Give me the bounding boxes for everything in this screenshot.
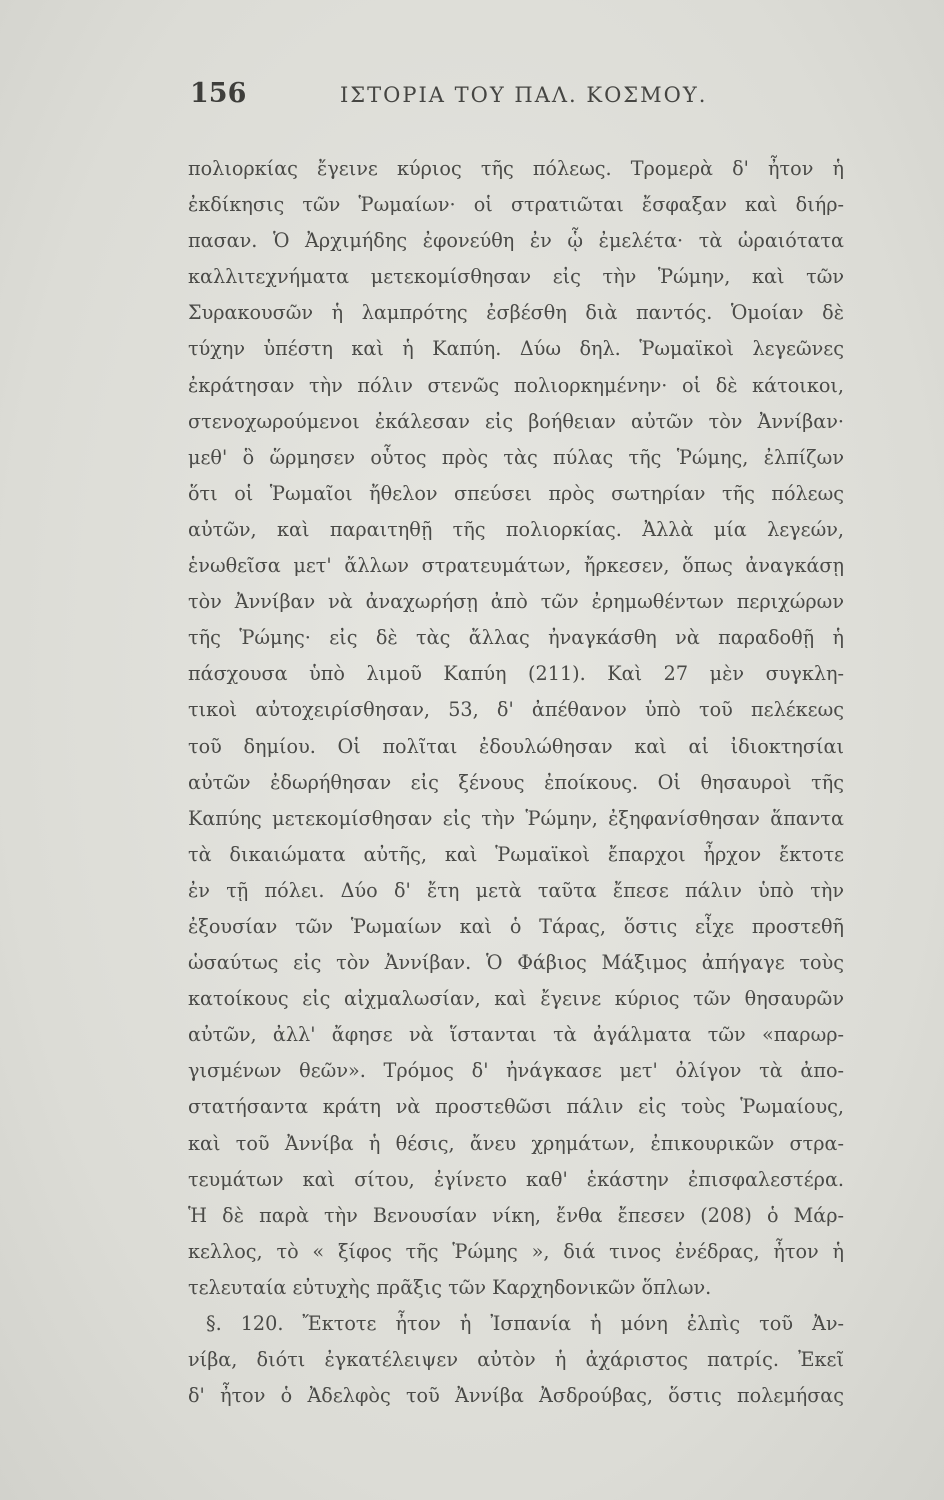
page-header <box>190 78 846 118</box>
text-line: τοῦ δημίου. Οἱ πολῖται ἐδουλώθησαν καὶ αἱ ἰδιοκτησίαι <box>188 734 844 758</box>
text-line: τελευταία εὐτυχὴς πρᾶξις τῶν Καρχηδονικῶν ὅπλων. <box>188 1275 712 1299</box>
text-line: πασαν. Ὁ Ἀρχιμήδης ἐφονεύθη ἐν ᾧ ἐμελέτα· τὰ ὡραιότατα <box>188 229 844 253</box>
text-line: κελλος, τὸ « ξίφος τῆς Ῥώμης », διά τινος ἐνέδρας, ἦτον ἡ <box>188 1239 844 1263</box>
text-line: γισμένων θεῶν». Τρόμος δ' ἠνάγκασε μετ' ὀλίγον τὰ ἀπο- <box>188 1059 844 1083</box>
text-line: στενοχωρούμενοι ἐκάλεσαν εἰς βοήθειαν αὐτῶν τὸν Ἀννίβαν· <box>188 409 844 433</box>
text-line: δ' ἦτον ὁ Ἀδελφὸς τοῦ Ἀννίβα Ἀσδρούβας, ὅστις πολεμήσας <box>188 1384 844 1408</box>
text-line: τύχην ὑπέστη καὶ ἡ Καπύη. Δύω δηλ. Ῥωμαϊκοὶ λεγεῶνες <box>188 337 844 361</box>
text-line: τικοὶ αὐτοχειρίσθησαν, 53, δ' ἀπέθανον ὑπὸ τοῦ πελέκεως <box>188 698 844 722</box>
text-line: κατοίκους εἰς αἰχμαλωσίαν, καὶ ἔγεινε κύριος τῶν θησαυρῶν <box>188 987 844 1011</box>
text-line: ὅτι οἱ Ῥωμαῖοι ἤθελον σπεύσει πρὸς σωτηρίαν τῆς πόλεως <box>188 481 844 505</box>
text-line: Ἡ δὲ παρὰ τὴν Βενουσίαν νίκη, ἔνθα ἔπεσεν (208) ὁ Μάρ- <box>188 1203 844 1227</box>
body-text <box>188 151 844 1414</box>
text-line: ἐκδίκησις τῶν Ῥωμαίων· οἱ στρατιῶται ἔσφαξαν καὶ διήρ- <box>188 193 844 217</box>
text-line: ἐξουσίαν τῶν Ῥωμαίων καὶ ὁ Τάρας, ὅστις εἶχε προστεθῆ <box>188 914 844 938</box>
text-line: στατήσαντα κράτη νὰ προστεθῶσι πάλιν εἰς τοὺς Ῥωμαίους, <box>188 1095 844 1119</box>
text-line: τὰ δικαιώματα αὐτῆς, καὶ Ῥωμαϊκοὶ ἔπαρχοι ἦρχον ἔκτοτε <box>188 842 844 866</box>
text-line: τευμάτων καὶ σίτου, ἐγίνετο καθ' ἑκάστην ἐπισφαλεστέρα. <box>188 1167 844 1191</box>
text-line: Συρακουσῶν ἡ λαμπρότης ἐσβέσθη διὰ παντός. Ὁμοίαν δὲ <box>188 301 844 325</box>
text-line: καὶ τοῦ Ἀννίβα ἡ θέσις, ἄνευ χρημάτων, ἐπικουρικῶν στρα- <box>188 1131 844 1155</box>
text-line: αὐτῶν, καὶ παραιτηθῇ τῆς πολιορκίας. Ἀλλὰ μία λεγεών, <box>188 517 844 541</box>
section-start-line: §. 120. Ἔκτοτε ἦτον ἡ Ἰσπανία ἡ μόνη ἐλπὶς τοῦ Ἀν- <box>206 1312 844 1335</box>
text-line: ἑνωθεῖσα μετ' ἄλλων στρατευμάτων, ἤρκεσεν, ὅπως ἀναγκάσῃ <box>188 554 844 578</box>
text-line: ὡσαύτως εἰς τὸν Ἀννίβαν. Ὁ Φάβιος Μάξιμος ἀπήγαγε τοὺς <box>188 951 844 975</box>
text-line: τῆς Ῥώμης· εἰς δὲ τὰς ἄλλας ἠναγκάσθη νὰ παραδοθῇ ἡ <box>188 626 844 650</box>
text-line: αὐτῶν, ἀλλ' ἄφησε νὰ ἵστανται τὰ ἀγάλματα τῶν «παρωρ- <box>188 1023 844 1047</box>
text-line: πάσχουσα ὑπὸ λιμοῦ Καπύη (211). Καὶ 27 μὲν συγκλη- <box>188 662 844 686</box>
running-head: ΙΣΤΟΡΙΑ ΤΟΥ ΠΑΛ. ΚΟΣΜΟΥ. <box>340 83 708 107</box>
text-line: καλλιτεχνήματα μετεκομίσθησαν εἰς τὴν Ῥώμην, καὶ τῶν <box>188 265 844 289</box>
text-line: ἐκράτησαν τὴν πόλιν στενῶς πολιορκημένην· οἱ δὲ κάτοικοι, <box>188 373 844 397</box>
text-line: αὐτῶν ἐδωρήθησαν εἰς ξένους ἐποίκους. Οἱ θησαυροὶ τῆς <box>188 770 844 794</box>
text-line: νίβα, διότι ἐγκατέλειψεν αὐτὸν ἡ ἀχάριστος πατρίς. Ἐκεῖ <box>188 1348 844 1372</box>
text-line: πολιορκίας ἔγεινε κύριος τῆς πόλεως. Τρομερὰ δ' ἦτον ἡ <box>188 157 844 180</box>
text-line: ἐν τῇ πόλει. Δύο δ' ἔτη μετὰ ταῦτα ἔπεσε πάλιν ὑπὸ τὴν <box>188 878 844 902</box>
page-number: 156 <box>190 78 247 109</box>
text-line: μεθ' ὃ ὥρμησεν οὗτος πρὸς τὰς πύλας τῆς Ῥώμης, ἐλπίζων <box>188 445 844 469</box>
text-line: τὸν Ἀννίβαν νὰ ἀναχωρήσῃ ἀπὸ τῶν ἐρημωθέντων περιχώρων <box>188 590 844 614</box>
text-line: Καπύης μετεκομίσθησαν εἰς τὴν Ῥώμην, ἐξηφανίσθησαν ἅπαντα <box>188 806 844 830</box>
